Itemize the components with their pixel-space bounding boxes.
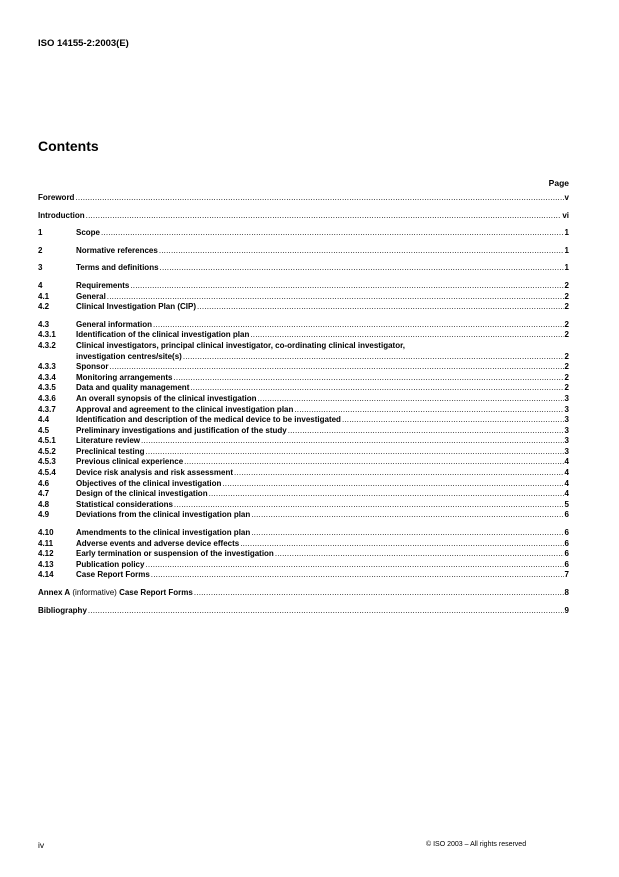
toc-spacer (38, 221, 569, 228)
toc-entry-number: 3 (38, 263, 43, 273)
toc-entry[interactable] (38, 320, 569, 331)
leader-dots (294, 405, 563, 416)
toc-entry[interactable] (38, 588, 569, 599)
toc-spacer (38, 256, 569, 263)
toc-entry-page: 2 (564, 362, 569, 372)
leader-dots (275, 549, 564, 560)
toc-entry-label: Introduction (38, 210, 85, 220)
toc-spacer (38, 274, 569, 281)
toc-entry-page: 6 (564, 538, 569, 548)
toc-entry-number: 4.3.7 (38, 404, 56, 414)
toc-entry[interactable] (38, 436, 569, 447)
toc-entry-label: Literature review (76, 436, 141, 446)
annex-informative-note: (informative) (70, 588, 120, 597)
toc-entry-label: Terms and definitions (76, 263, 159, 273)
toc-entry-page: 2 (564, 291, 569, 301)
toc-entry[interactable] (38, 457, 569, 468)
toc-entry[interactable] (38, 500, 569, 511)
toc-entry-label: Preliminary investigations and justification of the study (76, 425, 287, 435)
toc-entry-number: 1 (38, 228, 43, 238)
toc-entry-page: 2 (564, 372, 569, 382)
toc-entry-label: Bibliography (38, 605, 87, 615)
toc-entry-page: 3 (564, 415, 569, 425)
page-title: Contents (38, 138, 99, 154)
toc-spacer (38, 581, 569, 588)
toc-entry-number: 4.5.4 (38, 468, 56, 478)
toc-entry-number: 2 (38, 245, 43, 255)
leader-dots (184, 457, 563, 468)
leader-dots (101, 228, 564, 239)
toc-entry[interactable] (38, 246, 569, 257)
toc-entry-number: 4.1 (38, 291, 50, 301)
leader-dots (160, 263, 564, 274)
toc-spacer (38, 521, 569, 528)
toc-entry-label: Clinical investigators, principal clinical investigator, co-ordinating clinical investigator, (76, 340, 405, 350)
toc-entry-label: Identification of the clinical investigation plan (76, 330, 250, 340)
toc-entry-page: 1 (564, 263, 569, 273)
toc-entry-number: 4 (38, 280, 43, 290)
toc-entry[interactable] (38, 510, 569, 521)
toc-entry-number: 4.5 (38, 425, 50, 435)
footer-copyright: © ISO 2003 – All rights reserved (426, 841, 527, 848)
leader-dots (251, 510, 563, 521)
toc-entry[interactable] (38, 362, 569, 373)
toc-entry-label: Previous clinical experience (76, 457, 184, 467)
toc-entry-page: 6 (564, 559, 569, 569)
toc-entry[interactable] (38, 228, 569, 239)
toc-entry-label: Approval and agreement to the clinical investigation plan (76, 404, 294, 414)
toc-entry-label: Deviations from the clinical investigation plan (76, 510, 251, 520)
toc-entry-label: Data and quality management (76, 383, 190, 393)
toc-entry-page: 7 (564, 570, 569, 580)
leader-dots (234, 468, 564, 479)
toc-entry-number: 4.10 (38, 528, 54, 538)
toc-entry-label: An overall synopsis of the clinical investigation (76, 393, 257, 403)
leader-dots (174, 500, 564, 511)
leader-dots (194, 588, 564, 599)
leader-dots (145, 447, 563, 458)
toc-entry-number: 4.3 (38, 319, 50, 329)
leader-dots (258, 394, 564, 405)
leader-dots (130, 281, 563, 292)
toc-entry-page: 8 (564, 588, 569, 597)
toc-entry[interactable] (38, 528, 569, 539)
toc-spacer (38, 239, 569, 246)
toc-entry-page: 2 (564, 330, 569, 340)
toc-entry[interactable] (38, 302, 569, 313)
leader-dots (197, 302, 564, 313)
toc-entry-label: Adverse events and adverse device effects (76, 538, 240, 548)
toc-entry-page: 6 (564, 549, 569, 559)
toc-entry[interactable] (38, 373, 569, 384)
toc-entry[interactable] (38, 539, 569, 550)
toc-entry-label: General information (76, 319, 153, 329)
leader-dots (145, 560, 563, 571)
toc-entry-label: Foreword (38, 193, 75, 202)
toc-entry-number: 4.9 (38, 510, 50, 520)
toc-entry-number: 4.2 (38, 302, 50, 312)
toc-entry-number: 4.6 (38, 478, 50, 488)
leader-dots (342, 415, 564, 426)
leader-dots (107, 292, 564, 303)
toc-entry-page: 1 (564, 245, 569, 255)
leader-dots (251, 528, 563, 539)
toc-entry-number: 4.3.1 (38, 330, 56, 340)
leader-dots (159, 246, 564, 257)
toc-entry[interactable] (38, 281, 569, 292)
toc-entry-page: 3 (564, 425, 569, 435)
leader-dots (75, 193, 563, 204)
toc-entry-label: Normative references (76, 245, 158, 255)
toc-entry-number: 4.3.3 (38, 362, 56, 372)
toc-entry-number: 4.5.3 (38, 457, 56, 467)
toc-spacer (38, 599, 569, 606)
toc-entry[interactable] (38, 479, 569, 490)
toc-entry-label: Statistical considerations (76, 499, 173, 509)
leader-dots (190, 383, 563, 394)
toc-entry-page: 3 (564, 446, 569, 456)
toc-entry-label: Sponsor (76, 362, 109, 372)
toc-entry[interactable] (38, 489, 569, 500)
toc-entry-page: 2 (564, 302, 569, 312)
leader-dots (209, 489, 564, 500)
toc-entry-number: 4.3.2 (38, 340, 56, 350)
toc-entry-label: Amendments to the clinical investigation plan (76, 528, 251, 538)
toc-spacer (38, 313, 569, 320)
toc-entry[interactable] (38, 415, 569, 426)
toc-entry[interactable] (38, 560, 569, 571)
toc-entry-number: 4.8 (38, 499, 50, 509)
leader-dots (183, 352, 564, 363)
toc-entry-page: 2 (564, 280, 569, 290)
toc-entry-page: 1 (564, 228, 569, 238)
footer-page-number: iv (38, 840, 45, 850)
toc-entry-number: 4.3.4 (38, 372, 56, 382)
leader-dots (109, 362, 563, 373)
toc-entry[interactable] (38, 193, 569, 204)
toc-entry-label: Preclinical testing (76, 446, 145, 456)
toc-entry[interactable] (38, 292, 569, 303)
leader-dots (141, 436, 564, 447)
toc-entry-page: 4 (564, 489, 569, 499)
toc-entry-number: 4.11 (38, 538, 54, 548)
toc-entry-number: 4.4 (38, 415, 50, 425)
toc-entry-page: v (564, 193, 569, 202)
toc-entry[interactable] (38, 606, 569, 617)
toc-entry-label: Objectives of the clinical investigation (76, 478, 222, 488)
toc-entry-number: 4.14 (38, 570, 54, 580)
toc-entry-label: General (76, 291, 106, 301)
toc-entry[interactable] (38, 468, 569, 479)
leader-dots (86, 211, 562, 222)
toc-entry[interactable] (38, 570, 569, 581)
toc-entry-number: 4.3.6 (38, 393, 56, 403)
toc-entry-page: 3 (564, 393, 569, 403)
toc-entry-page: 4 (564, 457, 569, 467)
toc-entry-label: Case Report Forms (76, 570, 150, 580)
toc-entry-label: Publication policy (76, 559, 145, 569)
leader-dots (151, 570, 564, 581)
toc-entry-label: Clinical Investigation Plan (CIP) (76, 302, 197, 312)
leader-dots (288, 426, 564, 437)
toc-entry-label: Design of the clinical investigation (76, 489, 208, 499)
document-header: ISO 14155-2:2003(E) (38, 38, 129, 49)
toc-entry[interactable] (38, 394, 569, 405)
toc-entry[interactable] (38, 549, 569, 560)
toc-entry-label: Early termination or suspension of the investigation (76, 549, 274, 559)
toc-entry-continuation[interactable] (38, 352, 569, 363)
toc-entry-page: 6 (564, 528, 569, 538)
leader-dots (222, 479, 563, 490)
toc-entry-page: 4 (564, 478, 569, 488)
leader-dots (153, 320, 564, 331)
toc-entry-page: 2 (564, 319, 569, 329)
toc-entry[interactable] (38, 426, 569, 437)
toc-entry-page: 4 (564, 468, 569, 478)
toc-entry[interactable] (38, 383, 569, 394)
toc-entry-number: 4.3.5 (38, 383, 56, 393)
toc-entry-label: Scope (76, 228, 101, 238)
toc-entry-label: Requirements (76, 280, 130, 290)
leader-dots (240, 539, 563, 550)
toc-entry-label: Device risk analysis and risk assessment (76, 468, 233, 478)
toc-entry-number: 4.12 (38, 549, 54, 559)
toc-entry-number: 4.5.1 (38, 436, 56, 446)
toc-entry-number: 4.7 (38, 489, 50, 499)
toc-entry-label: investigation centres/site(s) (76, 351, 182, 361)
toc-entry[interactable] (38, 211, 569, 222)
toc-entry[interactable] (38, 341, 569, 352)
leader-dots (88, 606, 564, 617)
leader-dots (250, 330, 563, 341)
toc-entry-page: 2 (564, 351, 569, 361)
toc-entry-page: 9 (564, 605, 569, 615)
toc-entry-number: 4.13 (38, 559, 54, 569)
toc-entry-number: 4.5.2 (38, 446, 56, 456)
table-of-contents (38, 193, 569, 616)
toc-entry-label: Monitoring arrangements (76, 372, 173, 382)
toc-entry-page: 6 (564, 510, 569, 520)
toc-entry-page: 3 (564, 436, 569, 446)
toc-entry-label: Annex A (informative) Case Report Forms (38, 588, 193, 597)
toc-entry[interactable] (38, 330, 569, 341)
leader-dots (173, 373, 563, 384)
page-column-label: Page (548, 178, 569, 188)
toc-entry[interactable] (38, 405, 569, 416)
toc-entry[interactable] (38, 447, 569, 458)
toc-entry-page: vi (562, 210, 569, 220)
toc-spacer (38, 204, 569, 211)
toc-entry-label: Identification and description of the medical device to be investigated (76, 415, 341, 425)
toc-entry-page: 2 (564, 383, 569, 393)
toc-entry[interactable] (38, 263, 569, 274)
toc-entry-page: 5 (564, 499, 569, 509)
toc-entry-page: 3 (564, 404, 569, 414)
